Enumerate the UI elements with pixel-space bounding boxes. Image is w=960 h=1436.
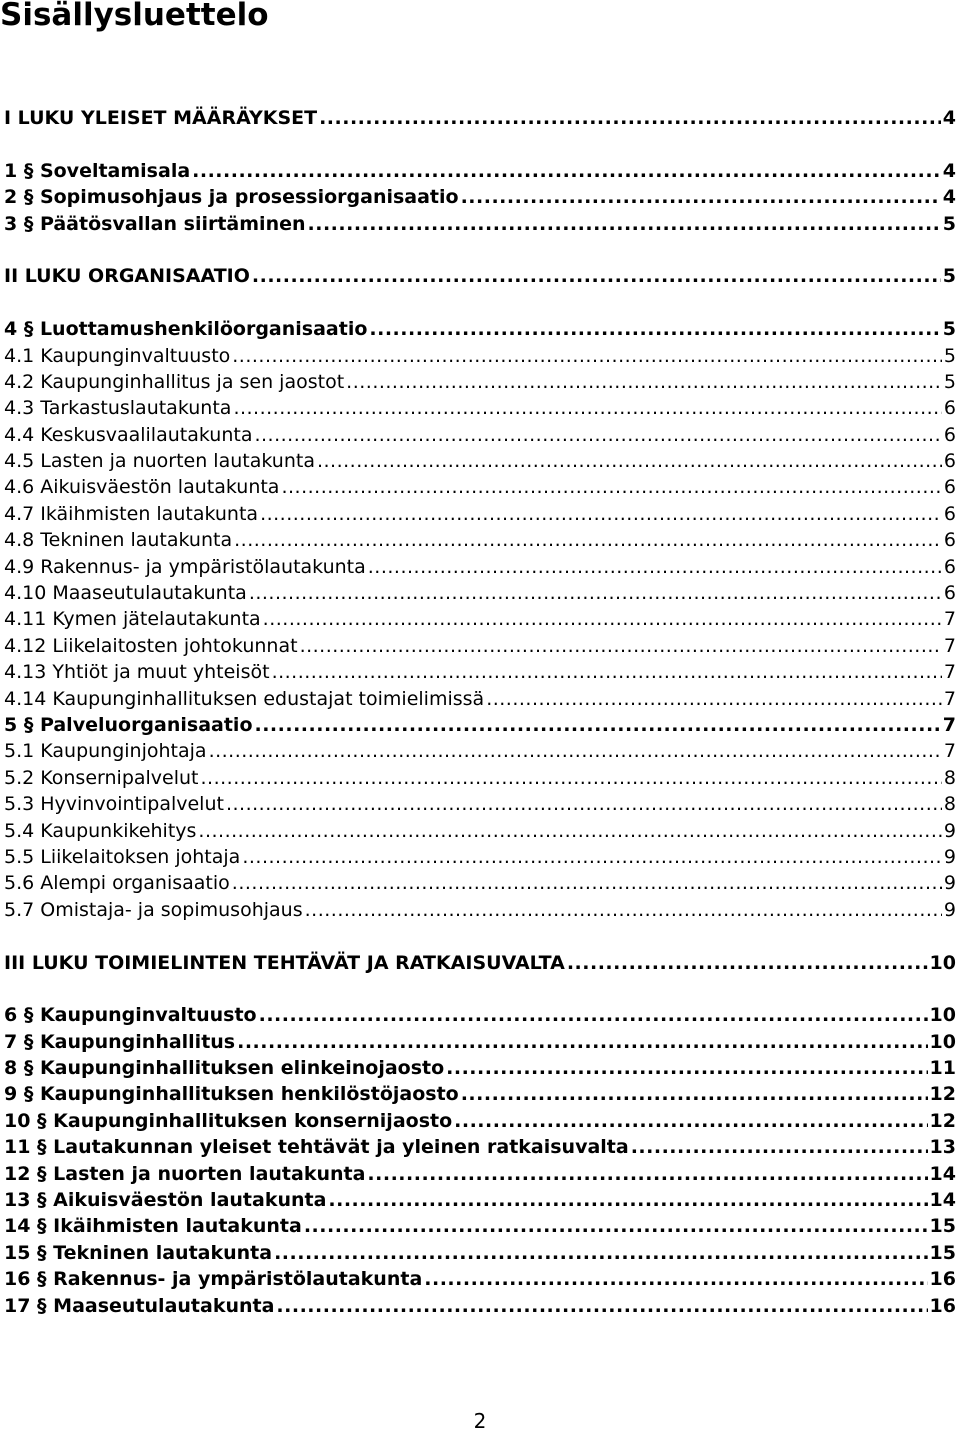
toc-entry-page: 6 [943, 529, 956, 552]
toc-entry[interactable] [4, 791, 956, 817]
toc-entry-label: 5.2 Konsernipalvelut [4, 766, 199, 789]
table-of-contents [4, 105, 956, 1319]
toc-spacer [4, 290, 956, 316]
toc-dot-leader [317, 448, 942, 474]
toc-dot-leader [233, 395, 941, 421]
toc-entry-label: 1 § Soveltamisala [4, 159, 191, 182]
toc-entry-label: 7 § Kaupunginhallitus [4, 1030, 236, 1053]
toc-entry[interactable] [4, 1081, 956, 1107]
toc-dot-leader [300, 633, 942, 659]
toc-entry-label: 4.14 Kaupunginhallituksen edustajat toimielimissä [4, 687, 485, 710]
toc-entry-label: II LUKU ORGANISAATIO [4, 265, 250, 288]
toc-entry-page: 6 [943, 397, 956, 420]
toc-entry-label: I LUKU YLEISET MÄÄRÄYKSET [4, 107, 318, 129]
toc-entry-page: 10 [929, 1004, 956, 1027]
toc-entry-label: 14 § Ikäihmisten lautakunta [4, 1215, 302, 1238]
toc-entry-label: 12 § Lasten ja nuorten lautakunta [4, 1162, 366, 1185]
toc-entry[interactable] [4, 1134, 956, 1160]
toc-dot-leader [259, 1002, 928, 1028]
toc-entry-page: 12 [929, 1109, 956, 1132]
toc-dot-leader [308, 211, 941, 237]
toc-entry-page: 9 [943, 872, 956, 895]
toc-entry-page: 5 [943, 370, 956, 393]
toc-dot-leader [368, 554, 942, 580]
toc-entry-page: 10 [929, 951, 956, 974]
toc-entry-page: 6 [943, 476, 956, 499]
toc-entry-label: 4.10 Maaseutulautakunta [4, 582, 247, 605]
toc-entry[interactable] [4, 316, 956, 342]
toc-entry[interactable] [4, 448, 956, 474]
toc-dot-leader [281, 474, 941, 500]
toc-dot-leader [319, 105, 941, 131]
toc-entry-page: 16 [929, 1294, 956, 1317]
toc-entry-label: 5.6 Alempi organisaatio [4, 872, 230, 895]
toc-entry-page: 6 [943, 450, 956, 473]
toc-entry-page: 7 [943, 687, 956, 710]
toc-entry-label: 5.5 Liikelaitoksen johtaja [4, 845, 241, 868]
toc-entry-label: 5.1 Kaupunginjohtaja [4, 740, 207, 763]
toc-dot-leader [260, 501, 942, 527]
toc-entry-label: 4.6 Aikuisväestön lautakunta [4, 476, 280, 499]
toc-entry[interactable] [4, 818, 956, 844]
toc-entry[interactable] [4, 1266, 956, 1292]
toc-entry[interactable] [4, 1002, 956, 1028]
toc-entry-page: 7 [943, 661, 956, 684]
toc-entry-page: 5 [942, 212, 956, 235]
toc-entry[interactable] [4, 1029, 956, 1055]
toc-entry[interactable] [4, 395, 956, 421]
toc-dot-leader [254, 422, 941, 448]
toc-entry[interactable] [4, 105, 956, 131]
toc-entry-label: 10 § Kaupunginhallituksen konsernijaosto [4, 1109, 453, 1132]
toc-spacer [4, 976, 956, 1002]
toc-dot-leader [234, 527, 942, 553]
toc-entry[interactable] [4, 870, 956, 896]
toc-dot-leader [252, 263, 941, 289]
toc-entry[interactable] [4, 712, 956, 738]
page-number: 2 [473, 1409, 487, 1433]
toc-entry[interactable] [4, 1213, 956, 1239]
toc-dot-leader [346, 369, 942, 395]
toc-entry-label: 2 § Sopimusohjaus ja prosessiorganisaatio [4, 186, 459, 209]
toc-dot-leader [328, 1187, 927, 1213]
toc-entry-page: 4 [942, 186, 956, 209]
toc-entry-label: 4.11 Kymen jätelautakunta [4, 608, 261, 631]
toc-entry[interactable] [4, 158, 956, 184]
toc-dot-leader [486, 686, 942, 712]
toc-entry-page: 8 [943, 793, 956, 816]
toc-entry-page: 14 [929, 1162, 956, 1185]
toc-dot-leader [276, 1293, 927, 1319]
toc-entry-label: 4.3 Tarkastuslautakunta [4, 397, 232, 420]
toc-entry-label: 4.5 Lasten ja nuorten lautakunta [4, 450, 315, 473]
toc-entry[interactable] [4, 184, 956, 210]
toc-dot-leader [454, 1108, 927, 1134]
toc-entry[interactable] [4, 527, 956, 553]
toc-entry-label: 4 § Luottamushenkilöorganisaatio [4, 318, 368, 341]
toc-entry-page: 6 [943, 502, 956, 525]
toc-entry-label: 16 § Rakennus- ja ympäristölautakunta [4, 1268, 423, 1291]
toc-entry-label: 4.1 Kaupunginvaltuusto [4, 344, 231, 367]
toc-entry[interactable] [4, 659, 956, 685]
toc-entry[interactable] [4, 211, 956, 237]
toc-dot-leader [198, 818, 941, 844]
toc-dot-leader [237, 1029, 927, 1055]
toc-entry-page: 5 [943, 344, 956, 367]
toc-dot-leader [631, 1134, 928, 1160]
toc-entry-label: 4.12 Liikelaitosten johtokunnat [4, 634, 298, 657]
toc-entry-page: 9 [943, 845, 956, 868]
toc-entry-page: 8 [943, 766, 956, 789]
toc-dot-leader [192, 158, 941, 184]
toc-entry-page: 4 [942, 107, 956, 129]
toc-entry[interactable] [4, 369, 956, 395]
toc-entry[interactable] [4, 343, 956, 369]
toc-entry[interactable] [4, 580, 956, 606]
toc-entry-page: 16 [929, 1268, 956, 1291]
toc-entry[interactable] [4, 422, 956, 448]
toc-entry[interactable] [4, 738, 956, 764]
toc-dot-leader [367, 1161, 927, 1187]
toc-entry-label: 9 § Kaupunginhallituksen henkilöstöjaosto [4, 1083, 459, 1106]
toc-dot-leader [274, 1240, 927, 1266]
toc-entry-page: 11 [929, 1057, 956, 1080]
toc-entry[interactable] [4, 950, 956, 976]
toc-spacer [4, 923, 956, 949]
toc-entry[interactable] [4, 1055, 956, 1081]
toc-entry-page: 15 [929, 1215, 956, 1238]
toc-entry-label: 8 § Kaupunginhallituksen elinkeinojaosto [4, 1057, 445, 1080]
toc-dot-leader [304, 1213, 928, 1239]
toc-entry-page: 5 [942, 265, 956, 288]
toc-dot-leader [567, 950, 928, 976]
toc-entry-label: III LUKU TOIMIELINTEN TEHTÄVÄT JA RATKAISUVALTA [4, 951, 565, 974]
toc-entry-page: 10 [929, 1030, 956, 1053]
toc-entry[interactable] [4, 633, 956, 659]
toc-entry-page: 7 [943, 634, 956, 657]
toc-entry-page: 7 [942, 713, 956, 736]
toc-entry[interactable] [4, 606, 956, 632]
toc-entry-label: 4.7 Ikäihmisten lautakunta [4, 502, 259, 525]
toc-entry-page: 5 [942, 318, 956, 341]
toc-entry-label: 5.3 Hyvinvointipalvelut [4, 793, 224, 816]
toc-entry-page: 12 [929, 1083, 956, 1106]
toc-entry-label: 4.9 Rakennus- ja ympäristölautakunta [4, 555, 366, 578]
toc-dot-leader [249, 580, 942, 606]
toc-dot-leader [446, 1055, 927, 1081]
toc-entry-page: 4 [942, 159, 956, 182]
toc-entry-page: 15 [929, 1241, 956, 1264]
toc-entry[interactable] [4, 1240, 956, 1266]
toc-entry[interactable] [4, 501, 956, 527]
toc-entry-page: 7 [943, 740, 956, 763]
toc-dot-leader [461, 1081, 928, 1107]
page-title: Sisällysluettelo [0, 0, 269, 33]
toc-spacer [4, 237, 956, 263]
toc-entry-label: 5 § Palveluorganisaatio [4, 713, 253, 736]
toc-entry-page: 6 [943, 555, 956, 578]
toc-entry-label: 6 § Kaupunginvaltuusto [4, 1004, 257, 1027]
toc-entry[interactable] [4, 263, 956, 289]
toc-entry-page: 13 [929, 1136, 956, 1159]
toc-entry[interactable] [4, 765, 956, 791]
toc-entry-label: 15 § Tekninen lautakunta [4, 1241, 273, 1264]
toc-entry[interactable] [4, 1161, 956, 1187]
toc-dot-leader [424, 1266, 927, 1292]
toc-dot-leader [369, 316, 940, 342]
toc-entry-label: 17 § Maaseutulautakunta [4, 1294, 275, 1317]
toc-spacer [4, 131, 956, 157]
toc-dot-leader [226, 791, 942, 817]
toc-entry-label: 5.7 Omistaja- ja sopimusohjaus [4, 898, 303, 921]
toc-entry-label: 4.2 Kaupunginhallitus ja sen jaostot [4, 370, 345, 393]
toc-entry-label: 3 § Päätösvallan siirtäminen [4, 212, 306, 235]
toc-entry-page: 6 [943, 582, 956, 605]
toc-entry-label: 4.4 Keskusvaalilautakunta [4, 423, 253, 446]
toc-dot-leader [242, 844, 942, 870]
toc-entry[interactable] [4, 686, 956, 712]
toc-entry-label: 5.4 Kaupunkikehitys [4, 819, 197, 842]
toc-entry-label: 11 § Lautakunnan yleiset tehtävät ja yleinen ratkaisuvalta [4, 1136, 629, 1159]
toc-entry-label: 13 § Aikuisväestön lautakunta [4, 1189, 327, 1212]
toc-entry-page: 9 [943, 898, 956, 921]
toc-dot-leader [255, 712, 941, 738]
toc-dot-leader [305, 897, 942, 923]
toc-entry-label: 4.13 Yhtiöt ja muut yhteisöt [4, 661, 270, 684]
toc-dot-leader [263, 606, 942, 632]
toc-entry-page: 7 [943, 608, 956, 631]
toc-dot-leader [201, 765, 942, 791]
toc-entry[interactable] [4, 554, 956, 580]
toc-entry-page: 14 [929, 1189, 956, 1212]
toc-entry-label: 4.8 Tekninen lautakunta [4, 529, 233, 552]
toc-entry[interactable] [4, 1108, 956, 1134]
toc-entry[interactable] [4, 1187, 956, 1213]
toc-dot-leader [232, 870, 942, 896]
toc-entry-page: 6 [943, 423, 956, 446]
toc-dot-leader [461, 184, 941, 210]
toc-dot-leader [232, 343, 942, 369]
toc-entry[interactable] [4, 844, 956, 870]
toc-entry[interactable] [4, 1293, 956, 1319]
toc-entry[interactable] [4, 474, 956, 500]
toc-dot-leader [272, 659, 942, 685]
toc-entry[interactable] [4, 897, 956, 923]
toc-entry-page: 9 [943, 819, 956, 842]
toc-dot-leader [209, 738, 942, 764]
